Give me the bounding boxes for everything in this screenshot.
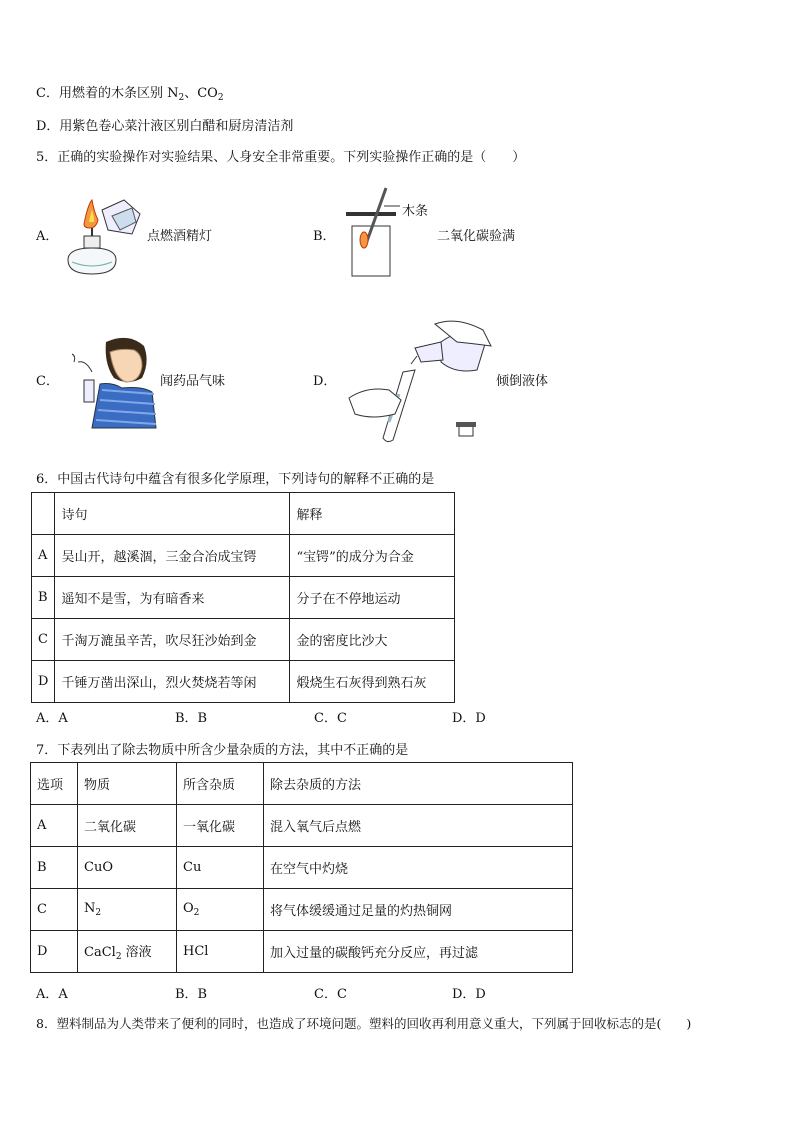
q7-answer-d: D．D	[452, 987, 486, 1002]
formula-text: CaCl	[84, 945, 116, 960]
q7-stem: 7．下表列出了除去物质中所含少量杂质的方法，其中不正确的是	[36, 743, 409, 758]
table-row	[31, 931, 573, 973]
table-header-cell: 除去杂质的方法	[264, 763, 573, 805]
q7-table	[30, 762, 573, 973]
table-cell	[78, 931, 177, 973]
formula-tail: 溶液	[121, 945, 152, 960]
table-cell: 混入氧气后点燃	[264, 805, 573, 847]
table-header-cell	[32, 493, 55, 535]
table-row	[32, 535, 455, 577]
table-cell: B	[31, 847, 78, 889]
table-cell: C	[32, 619, 55, 661]
q6-stem: 6．中国古代诗句中蕴含有很多化学原理，下列诗句的解释不正确的是	[36, 472, 435, 487]
q6-answer-d: D．D	[452, 711, 486, 726]
table-cell: 二氧化碳	[78, 805, 177, 847]
q7-answer-a: A．A	[36, 987, 68, 1002]
table-row	[32, 619, 455, 661]
table-cell: 煅烧生石灰得到熟石灰	[290, 661, 455, 703]
table-header-cell: 物质	[78, 763, 177, 805]
subscript: 2	[193, 908, 200, 918]
q5-option-b-caption: 二氧化碳验满	[437, 229, 516, 244]
q5-option-d-caption: 倾倒液体	[496, 374, 549, 389]
table-cell	[177, 889, 264, 931]
table-cell: 在空气中灼烧	[264, 847, 573, 889]
label-wood-stick: 木条	[402, 204, 429, 219]
q7-answer-c: C．C	[314, 987, 347, 1002]
table-header-cell: 所含杂质	[177, 763, 264, 805]
table-row	[32, 661, 455, 703]
q4-option-c-text-2: 、CO	[184, 86, 218, 101]
table-cell: 千淘万漉虽辛苦，吹尽狂沙始到金	[55, 619, 290, 661]
subscript: 2	[95, 908, 102, 918]
q4-option-c	[36, 82, 224, 103]
q8-stem: 8．塑料制品为人类带来了便利的同时，也造成了环境问题。塑料的回收再利用意义重大，下列属于回收标志的是( )	[36, 1016, 692, 1031]
table-row	[31, 847, 573, 889]
table-header-cell: 选项	[31, 763, 78, 805]
q5-option-c-caption: 闻药品气味	[160, 374, 226, 389]
table-row	[31, 889, 573, 931]
table-cell: Cu	[177, 847, 264, 889]
subscript: 2	[115, 952, 122, 962]
table-row	[31, 805, 573, 847]
q7-answer-b: B．B	[175, 987, 208, 1002]
table-cell: B	[32, 577, 55, 619]
q6-answer-b: B．B	[175, 711, 208, 726]
table-header-cell: 解释	[290, 493, 455, 535]
q4-option-c-text: C．用燃着的木条区别 N	[36, 86, 179, 101]
table-cell: A	[31, 805, 78, 847]
q5-option-d-letter: D．	[313, 374, 337, 389]
lighting-alcohol-lamp-illustration	[62, 190, 147, 280]
table-header-cell: 诗句	[55, 493, 290, 535]
table-cell: CuO	[78, 847, 177, 889]
smelling-reagent-illustration	[62, 332, 160, 430]
table-cell: 一氧化碳	[177, 805, 264, 847]
table-cell: 吴山开，越溪涸，三金合冶成宝锷	[55, 535, 290, 577]
formula-text: N	[84, 901, 96, 916]
q4-option-d: D．用紫色卷心菜汁液区别白醋和厨房清洁剂	[36, 119, 294, 134]
table-cell: “宝锷”的成分为合金	[290, 535, 455, 577]
table-header-row	[32, 493, 455, 535]
table-cell: D	[31, 931, 78, 973]
table-header-row	[31, 763, 573, 805]
q6-answer-a: A．A	[36, 711, 68, 726]
table-cell: 分子在不停地运动	[290, 577, 455, 619]
q5-option-b-letter: B．	[313, 229, 336, 244]
pouring-liquid-illustration	[345, 314, 495, 446]
q5-stem: 5．正确的实验操作对实验结果、人身安全非常重要。下列实验操作正确的是（ ）	[36, 150, 526, 165]
q5-option-a-letter: A．	[36, 229, 59, 244]
subscript: 2	[178, 93, 185, 103]
table-cell: 千锤万凿出深山，烈火焚烧若等闲	[55, 661, 290, 703]
subscript: 2	[217, 93, 224, 103]
table-cell: HCl	[177, 931, 264, 973]
table-cell: 金的密度比沙大	[290, 619, 455, 661]
table-cell: 将气体缓缓通过足量的灼热铜网	[264, 889, 573, 931]
table-cell: A	[32, 535, 55, 577]
table-cell: D	[32, 661, 55, 703]
table-cell: C	[31, 889, 78, 931]
co2-full-test-illustration	[340, 186, 445, 281]
q6-answer-c: C．C	[314, 711, 347, 726]
table-cell	[78, 889, 177, 931]
q5-option-c-letter: C．	[36, 374, 59, 389]
table-cell: 加入过量的碳酸钙充分反应，再过滤	[264, 931, 573, 973]
q5-option-a-caption: 点燃酒精灯	[147, 229, 213, 244]
table-cell: 遥知不是雪，为有暗香来	[55, 577, 290, 619]
q6-table	[31, 492, 455, 703]
formula-text: O	[183, 901, 194, 916]
table-row	[32, 577, 455, 619]
